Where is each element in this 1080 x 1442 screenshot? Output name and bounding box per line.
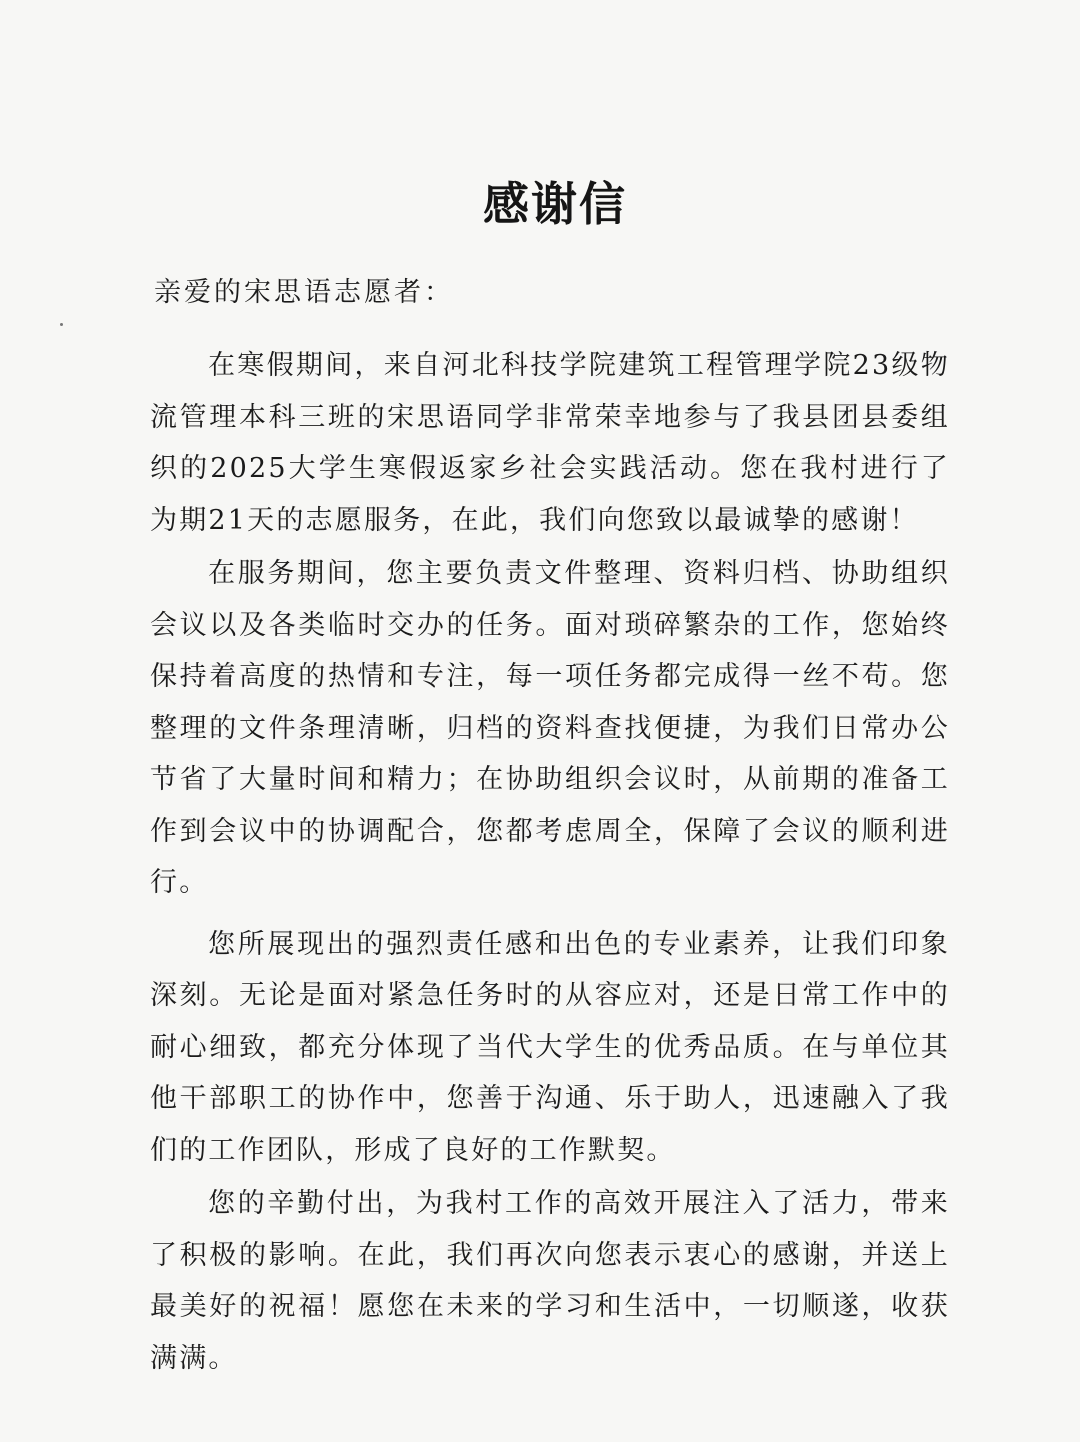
- letter-salutation: 亲爱的宋思语志愿者：: [154, 277, 454, 308]
- letter-title: 感谢信: [483, 177, 627, 231]
- paragraph-2: 在服务期间，您主要负责文件整理、资料归档、协助组织会议以及各类临时交办的任务。面对琐碎繁杂的工作，您始终保持着高度的热情和专注，每一项任务都完成得一丝不苟。您整理的文件条理清晰，归档的资料查找便捷，为我们日常办公节省了大量时间和精力；在协助组织会议时，从前期的准备工作到会议中的协调配合，您都考虑周全，保障了会议的顺利进行。: [150, 558, 950, 898]
- scan-speck: [60, 323, 63, 326]
- paragraph-4: 您的辛勤付出，为我村工作的高效开展注入了活力，带来了积极的影响。在此，我们再次向您表示衷心的感谢，并送上最美好的祝福！愿您在未来的学习和生活中，一切顺遂，收获满满。: [150, 1188, 950, 1374]
- letter-body: [150, 340, 950, 1384]
- paragraph-1: 在寒假期间，来自河北科技学院建筑工程管理学院23级物流管理本科三班的宋思语同学非常荣幸地参与了我县团县委组织的2025大学生寒假返家乡社会实践活动。您在我村进行了为期21天的志愿服务，在此，我们向您致以最诚挚的感谢！: [150, 350, 950, 536]
- paragraph-3: 您所展现出的强烈责任感和出色的专业素养，让我们印象深刻。无论是面对紧急任务时的从容应对，还是日常工作中的耐心细致，都充分体现了当代大学生的优秀品质。在与单位其他干部职工的协作中，您善于沟通、乐于助人，迅速融入了我们的工作团队，形成了良好的工作默契。: [150, 928, 950, 1166]
